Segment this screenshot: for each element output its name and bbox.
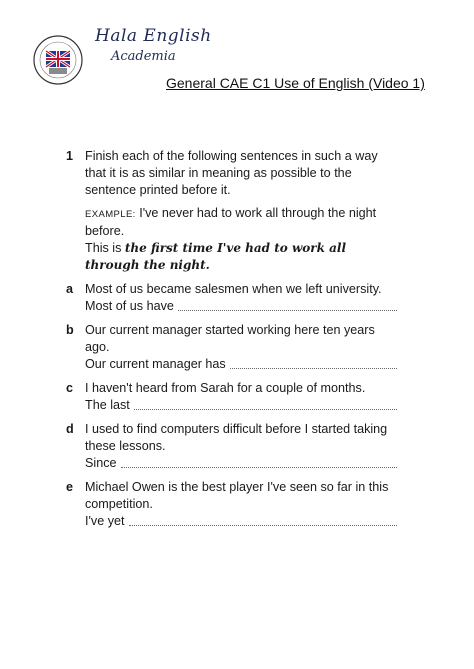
brand-line2: Academia <box>111 48 176 64</box>
question-letter: d <box>66 422 74 436</box>
question-letter: c <box>66 381 74 395</box>
brand-line1: Hala English <box>95 26 212 46</box>
union-jack-crest-icon <box>33 35 83 85</box>
answer-prompt: Our current manager has <box>85 357 226 371</box>
answer-line[interactable] <box>85 397 397 414</box>
answer-blank[interactable] <box>134 408 397 410</box>
exercise-number: 1 <box>66 149 74 163</box>
question-c <box>62 380 397 414</box>
example-sentence: I've never had to work all through the night before. <box>85 206 377 238</box>
answer-prompt: I've yet <box>85 514 125 528</box>
exercise-instruction <box>62 148 397 274</box>
answer-line[interactable] <box>85 455 397 472</box>
question-b <box>62 322 397 373</box>
example-answer <box>85 240 397 274</box>
answer-line[interactable] <box>85 513 397 530</box>
answer-prompt: Most of us have <box>85 299 174 313</box>
brand-wordmark <box>95 28 212 63</box>
answer-blank[interactable] <box>178 309 397 311</box>
answer-prompt: The last <box>85 398 130 412</box>
question-letter: e <box>66 480 74 494</box>
exercise-block <box>62 148 397 530</box>
question-letter: b <box>66 323 74 337</box>
question-sentence: Our current manager started working here ten years ago. <box>85 323 375 354</box>
answer-blank[interactable] <box>129 524 397 526</box>
example-label: EXAMPLE: <box>85 209 136 220</box>
question-sentence: I used to find computers difficult before I started taking these lessons. <box>85 422 388 453</box>
question-d <box>62 421 397 472</box>
example <box>85 205 397 240</box>
answer-line[interactable] <box>85 298 397 315</box>
answer-blank[interactable] <box>121 466 397 468</box>
question-sentence: Most of us became salesmen when we left university. <box>85 282 382 296</box>
question-letter: a <box>66 282 74 296</box>
page-title: General CAE C1 Use of English (Video 1) <box>166 75 425 91</box>
question-sentence: I haven't heard from Sarah for a couple of months. <box>85 381 366 395</box>
example-answer-prefix: This is <box>85 241 125 255</box>
question-a <box>62 281 397 315</box>
example-answer-bold: the first time I've had to work all through the night. <box>85 241 347 272</box>
question-sentence: Michael Owen is the best player I've seen so far in this competition. <box>85 480 389 511</box>
instruction-text: Finish each of the following sentences in such a way that it is as similar in meaning as possible to the sentence printed before it. <box>85 149 378 197</box>
question-e <box>62 479 397 530</box>
answer-prompt: Since <box>85 456 117 470</box>
answer-blank[interactable] <box>230 367 397 369</box>
answer-line[interactable] <box>85 356 397 373</box>
